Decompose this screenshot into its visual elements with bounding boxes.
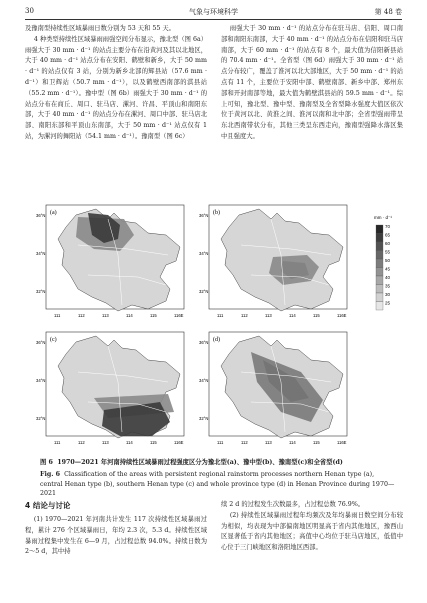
lat-label: 34°N bbox=[36, 378, 46, 383]
caption-english bbox=[40, 470, 395, 499]
colorbar-tick: 70 bbox=[385, 224, 391, 229]
henan-map-svg bbox=[199, 203, 351, 321]
paragraph: 雨强大于 30 mm · d⁻¹ 的站点分布在驻马店、信阳、周口南部和南阳东南部，大于 40 mm · d⁻¹ 的站点分布在信阳和驻马店南部，大于 60 mm · d⁻¹ 的站点有 8 个，最大值为信阳新县站的 70.4 mm · d⁻¹。全省型（图 6d）雨强大于 30 mm · d⁻¹ 站点分布较广，覆盖了淮河以北大部地区，大于 50 mm · d⁻¹ 的站点有 11 个，主要位于安阳中部、鹤壁南部、新乡中部、郑州东部和开封南部等地，最大值为鹤壁淇县站的 59.5 mm · d⁻¹。综上可知，豫北型、豫中型、豫南型及全省型降水强度大值区依次位于黄河以北、黄淮之间、淮河以南和北中部；全省型强雨带呈东北西南带状分布，其他三类呈东西走向，豫南型强降水落区集中且强度大。 bbox=[221, 25, 403, 140]
lon-label: 112 bbox=[78, 440, 85, 445]
colorbar-swatch bbox=[376, 302, 383, 311]
lon-label: 112 bbox=[241, 440, 248, 445]
figure-6-bottom-row bbox=[36, 330, 392, 453]
lat-label: 36°N bbox=[199, 340, 209, 345]
colorbar-swatch bbox=[376, 259, 383, 268]
caption-en-text: Classification of the areas with persistent regional rainstorm processes northern Henan type (a), central Henan type (b), southern Henan type (c) and whole province type (d) in Henan Province during 1970—2021 bbox=[40, 471, 395, 497]
lon-label: 111 bbox=[54, 313, 61, 318]
header-rule bbox=[25, 19, 402, 20]
lon-label: 116E bbox=[174, 313, 184, 318]
colorbar-swatch bbox=[376, 234, 383, 243]
caption-zh-label: 图 6 bbox=[40, 459, 53, 466]
legend-colorbar bbox=[374, 203, 414, 321]
right-column-top bbox=[221, 24, 403, 143]
journal-name: 气象与环境科学 bbox=[189, 8, 238, 16]
panel-label: (d) bbox=[213, 337, 220, 343]
lon-label: 116E bbox=[174, 440, 184, 445]
panel-label: (a) bbox=[50, 210, 57, 216]
lat-label: 32°N bbox=[199, 416, 209, 421]
left-column-top bbox=[25, 24, 207, 143]
lat-label: 32°N bbox=[199, 289, 209, 294]
lon-label: 112 bbox=[78, 313, 85, 318]
section-heading: 4 结论与讨论 bbox=[25, 501, 71, 510]
lat-label: 32°N bbox=[36, 289, 46, 294]
paragraph: (2) 持续性区域暴雨过程年均频次及年均暴雨日数空间分布较为相似，均表现为中部偏南地区明显高于省内其他地区，豫西山区显著低于省内其他地区；高值中心均位于驻马店地区，低值中心位于三门峡地区和洛阳地区西部。 bbox=[221, 511, 403, 552]
lon-label: 113 bbox=[265, 313, 272, 318]
colorbar-tick: 45 bbox=[385, 266, 391, 272]
colorbar-swatch bbox=[376, 225, 383, 234]
colorbar-unit: mm · d⁻¹ bbox=[374, 215, 392, 220]
colorbar-swatch bbox=[376, 293, 383, 302]
paragraph: 续 2 d 的过程发生次数最多，占过程总数 76.9%。 bbox=[221, 501, 365, 508]
colorbar-tick: 55 bbox=[385, 249, 391, 255]
lon-label: 114 bbox=[289, 313, 296, 318]
paragraph: 4 种类型持续性区域暴雨雨强空间分布显示，豫北型（图 6a）雨强大于 30 mm · d⁻¹ 的站点主要分布在沿黄河及其以北地区，大于 40 mm · d⁻¹ 站点分布在安阳、鹤壁和新乡，大于 50 mm · d⁻¹ 的站点仅有 3 站，分别为新乡北部的辉县站（57.6 mm · d⁻¹）和卫辉站（50.7 mm · d⁻¹），以及鹤壁西南部的淇县站（55.2 mm · d⁻¹）。豫中型（图 6b）雨强大于 30 mm · d⁻¹ 的站点分布在商丘、周口、驻马店、漯河、许昌、平顶山和南阳东部，大于 40 mm · d⁻¹ 的站点分布在漯河、周口中部、驻马店北部、南阳东部和平顶山东南部，大于 50 mm · d⁻¹ 站点仅有 1 站，为漯河的舞阳站（54.1 mm · d⁻¹）。豫南型（图 6c） bbox=[25, 35, 208, 140]
lat-label: 36°N bbox=[199, 213, 209, 218]
caption-zh-text: 1970—2021 年河南持续性区域暴雨过程强度区分为豫北型(a)、豫中型(b)、豫南型(c)和全省型(d) bbox=[57, 459, 343, 466]
lat-label: 34°N bbox=[36, 251, 46, 256]
paragraph: 及豫南型持续性区域暴雨日数分别为 53 天和 55 天。 bbox=[25, 25, 175, 32]
colorbar-swatch bbox=[376, 242, 383, 251]
page-number: 30 bbox=[25, 7, 34, 15]
colorbar-svg bbox=[374, 203, 414, 321]
page-header bbox=[25, 7, 402, 19]
colorbar-swatch bbox=[376, 276, 383, 285]
colorbar-tick: 40 bbox=[385, 275, 391, 280]
lat-label: 32°N bbox=[36, 416, 46, 421]
henan-map-svg bbox=[199, 330, 351, 448]
lon-label: 111 bbox=[54, 440, 61, 445]
map-panel-b bbox=[199, 203, 351, 321]
lat-label: 34°N bbox=[199, 251, 209, 256]
colorbar-tick: 30 bbox=[385, 292, 391, 297]
henan-map-svg bbox=[36, 330, 188, 448]
lon-label: 113 bbox=[102, 440, 109, 445]
lon-label: 111 bbox=[217, 313, 224, 318]
henan-map-svg bbox=[36, 203, 188, 321]
colorbar-tick: 50 bbox=[385, 258, 391, 263]
map-panel-a bbox=[36, 203, 188, 321]
lat-label: 36°N bbox=[36, 213, 46, 218]
lon-label: 116E bbox=[337, 313, 347, 318]
colorbar-swatch bbox=[376, 251, 383, 260]
right-column-bottom bbox=[221, 500, 403, 554]
colorbar-swatch bbox=[376, 285, 383, 294]
panel-label: (b) bbox=[213, 210, 220, 216]
paragraph: (1) 1970—2021 年河南共计发生 117 次持续性区域暴雨过程，累计 276 个区域暴雨日，年均 2.3 次，5.3 d。持续性区域暴雨过程集中发生在 6—9 月，占过程总数 94.0%。持续日数为 2～5 d，其中持 bbox=[25, 516, 207, 556]
lon-label: 115 bbox=[150, 440, 157, 445]
left-column-bottom bbox=[25, 515, 207, 558]
panel-label: (c) bbox=[50, 337, 57, 343]
colorbar-tick: 65 bbox=[385, 232, 391, 238]
lon-label: 114 bbox=[126, 440, 133, 445]
map-panel-c bbox=[36, 330, 188, 448]
lat-label: 36°N bbox=[36, 340, 46, 345]
lat-label: 34°N bbox=[199, 378, 209, 383]
lon-label: 116E bbox=[337, 440, 347, 445]
volume: 第 48 卷 bbox=[374, 8, 402, 16]
lon-label: 113 bbox=[265, 440, 272, 445]
lon-label: 113 bbox=[102, 313, 109, 318]
figure-6-top-row bbox=[36, 203, 392, 323]
colorbar-tick: 60 bbox=[385, 241, 391, 246]
lon-label: 111 bbox=[217, 440, 224, 445]
lon-label: 112 bbox=[241, 313, 248, 318]
lon-label: 115 bbox=[313, 313, 320, 318]
map-panel-d bbox=[199, 330, 351, 448]
lon-label: 114 bbox=[289, 440, 296, 445]
colorbar-tick: 25 bbox=[385, 300, 391, 306]
lon-label: 115 bbox=[150, 313, 157, 318]
lon-label: 114 bbox=[126, 313, 133, 318]
colorbar-swatch bbox=[376, 268, 383, 277]
caption-en-label: Fig. 6 bbox=[40, 471, 61, 478]
colorbar-tick: 35 bbox=[385, 283, 391, 289]
caption-chinese bbox=[40, 458, 395, 468]
lon-label: 115 bbox=[313, 440, 320, 445]
